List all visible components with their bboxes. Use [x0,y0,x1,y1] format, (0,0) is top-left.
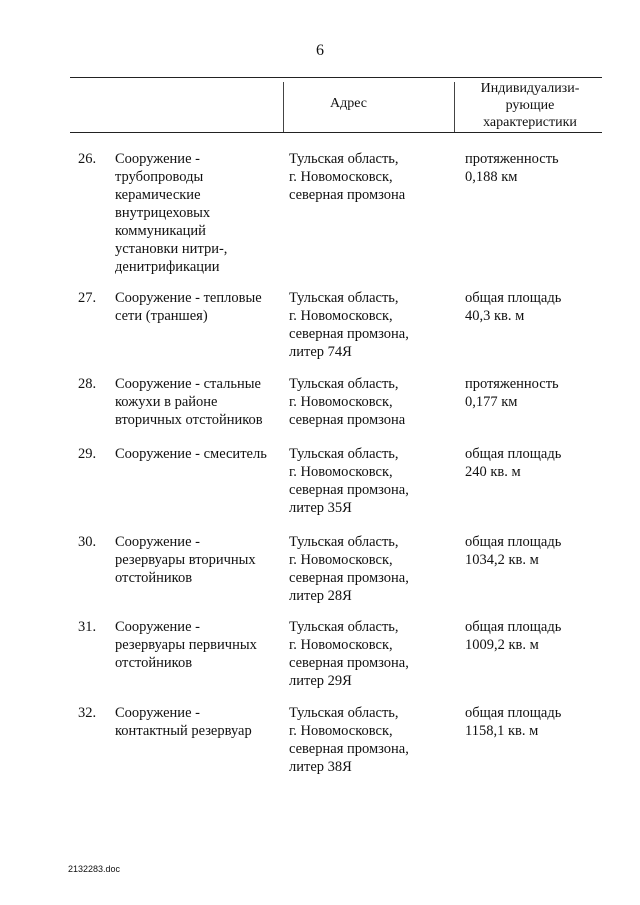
document-filename: 2132283.doc [68,864,121,874]
row-number: 32. [78,705,97,721]
row-characteristics: протяженность 0,177 км [465,376,559,410]
row-name: Сооружение - контактный резервуар [115,705,252,739]
row-characteristics: общая площадь 1158,1 кв. м [465,705,562,739]
table-header-rule [70,132,602,133]
row-number: 26. [78,151,97,167]
row-name: Сооружение - трубопроводы керамические внутрицеховых коммуникаций установки нитри-, денитрификации [115,151,228,275]
row-characteristics: общая площадь 1009,2 кв. м [465,619,562,653]
header-characteristics: Индивидуализи- рующие характеристики [480,81,580,130]
table-top-rule [70,77,602,78]
row-address: Тульская область, г. Новомосковск, северная промзона, литер 35Я [289,446,409,516]
row-address: Тульская область, г. Новомосковск, северная промзона, литер 28Я [289,534,409,604]
row-name: Сооружение - стальные кожухи в районе вторичных отстойников [115,376,263,428]
row-name: Сооружение - резервуары первичных отстойников [115,619,257,671]
row-address: Тульская область, г. Новомосковск, северная промзона, литер 29Я [289,619,409,689]
row-address: Тульская область, г. Новомосковск, северная промзона [289,151,406,203]
row-number: 30. [78,534,97,550]
row-number: 31. [78,619,97,635]
row-name: Сооружение - тепловые сети (траншея) [115,290,262,324]
row-number: 27. [78,290,97,306]
page-number: 6 [316,42,324,59]
row-characteristics: общая площадь 1034,2 кв. м [465,534,562,568]
column-divider [283,82,284,132]
row-address: Тульская область, г. Новомосковск, северная промзона, литер 74Я [289,290,409,360]
row-address: Тульская область, г. Новомосковск, северная промзона, литер 38Я [289,705,409,775]
column-divider [454,82,455,132]
row-number: 28. [78,376,97,392]
row-name: Сооружение - резервуары вторичных отстойников [115,534,256,586]
row-name: Сооружение - смеситель [115,446,267,462]
header-address: Адрес [330,96,368,111]
row-characteristics: общая площадь 240 кв. м [465,446,562,480]
row-characteristics: протяженность 0,188 км [465,151,559,185]
row-characteristics: общая площадь 40,3 кв. м [465,290,562,324]
row-address: Тульская область, г. Новомосковск, северная промзона [289,376,406,428]
row-number: 29. [78,446,97,462]
